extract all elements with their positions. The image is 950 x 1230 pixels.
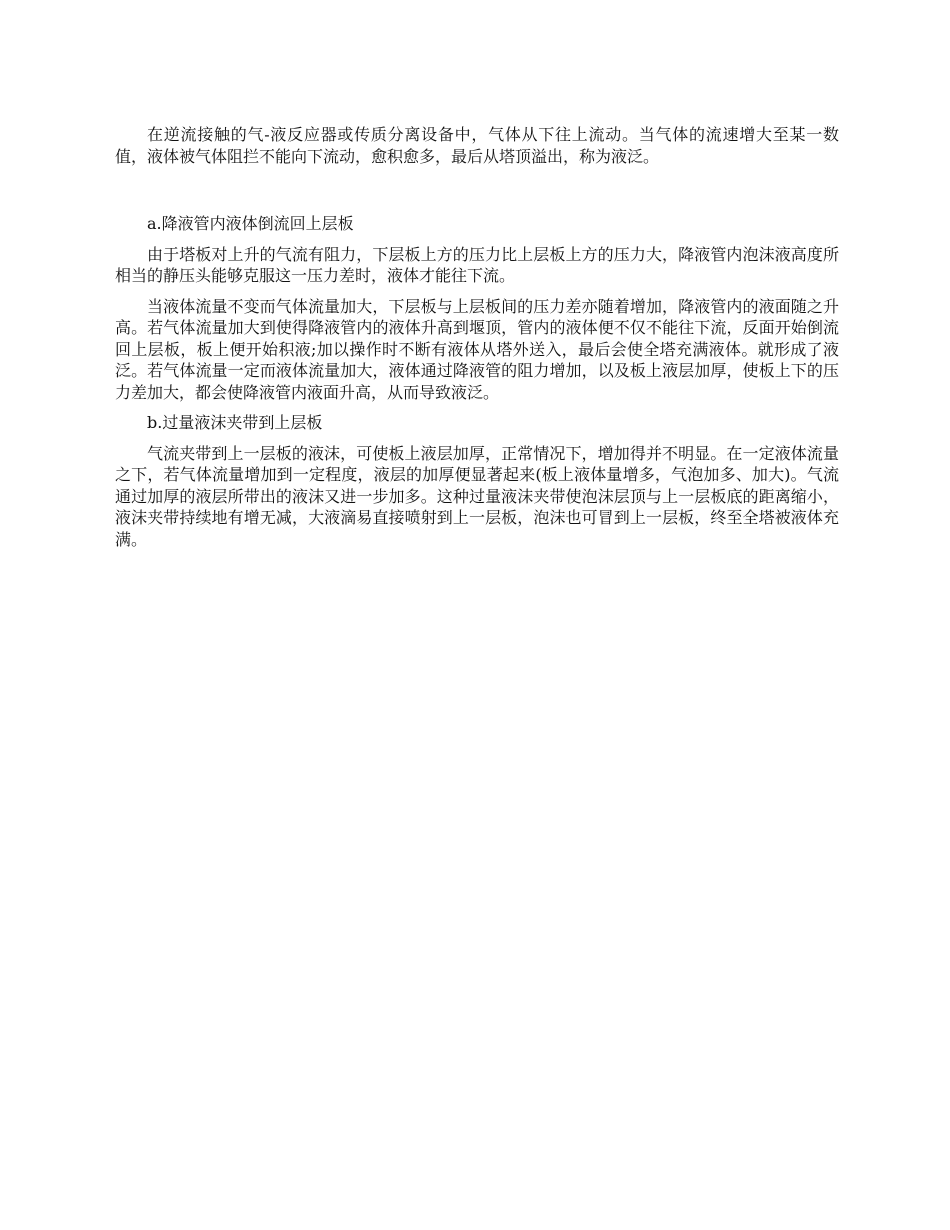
section-b-heading: b.过量液沫夹带到上层板 bbox=[147, 413, 323, 432]
document-page bbox=[115, 124, 839, 550]
section-a-heading: a.降液管内液体倒流回上层板 bbox=[147, 214, 354, 233]
section-a-paragraph-1: 由于塔板对上升的气流有阻力，下层板上方的压力比上层板上方的压力大，降液管内泡沫液高度所相当的静压头能够克服这一压力差时，液体才能往下流。 bbox=[115, 244, 839, 285]
section-b-paragraph-1: 气流夹带到上一层板的液沫，可使板上液层加厚，正常情况下，增加得并不明显。在一定液体流量之下，若气体流量增加到一定程度，液层的加厚便显著起来(板上液体量增多，气泡加多、加大)。气流通过加厚的液层所带出的液沫又进一步加多。这种过量液沫夹带使泡沫层顶与上一层板底的距离缩小，液沫夹带持续地有增无减，大液滴易直接喷射到上一层板，泡沫也可冒到上一层板，终至全塔被液体充满。 bbox=[115, 443, 839, 549]
section-a-paragraph-2: 当液体流量不变而气体流量加大，下层板与上层板间的压力差亦随着增加，降液管内的液面随之升高。若气体流量加大到使得降液管内的液体升高到堰顶，管内的液体便不仅不能往下流，反面开始倒流回上层板，板上便开始积液;加以操作时不断有液体从塔外送入，最后会使全塔充满液体。就形成了液泛。若气体流量一定而液体流量加大，液体通过降液管的阻力增加，以及板上液层加厚，使板上下的压力差加大，都会使降液管内液面升高，从而导致液泛。 bbox=[115, 296, 839, 402]
intro-paragraph: 在逆流接触的气-液反应器或传质分离设备中，气体从下往上流动。当气体的流速增大至某一数值，液体被气体阻拦不能向下流动，愈积愈多，最后从塔顶溢出，称为液泛。 bbox=[115, 125, 839, 166]
